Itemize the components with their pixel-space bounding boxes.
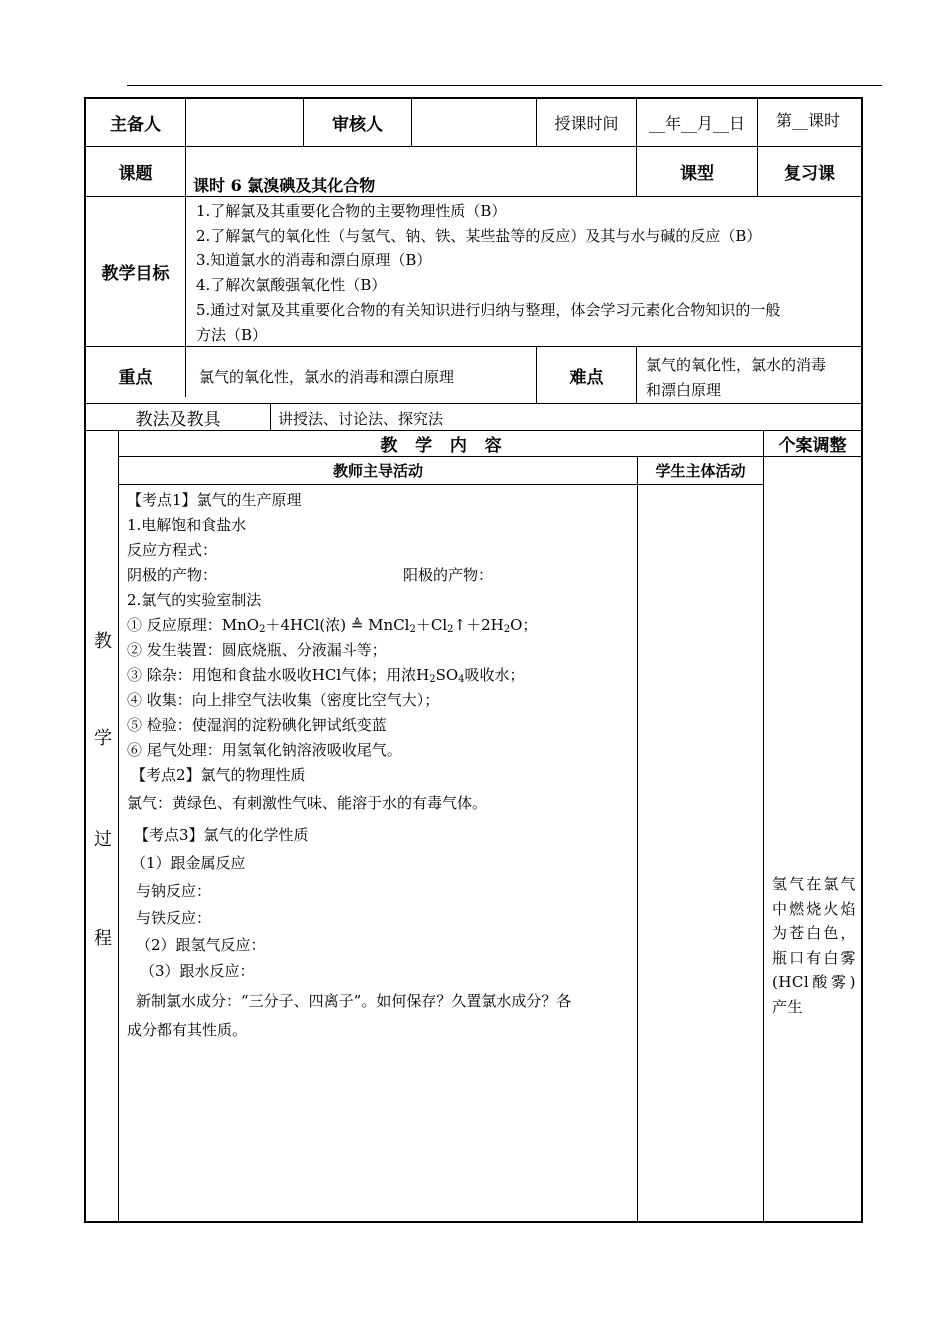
row-line [118,484,764,485]
content-line: 氯气：黄绿色、有刺激性气味、能溶于水的有毒气体。 [127,794,488,812]
content-line: ② 发生装置：圆底烧瓶、分液漏斗等； [127,641,387,659]
content-line: 阳极的产物： [403,566,494,584]
content-line: ⑥ 尾气处理：用氢氧化钠溶液吸收尾气。 [127,741,402,759]
lesson-date[interactable]: __年__月__日 [648,114,745,133]
content-line: 与钠反应： [136,882,212,900]
content-line: ⑤ 检验：使湿润的淀粉碘化钾试纸变蓝 [127,716,387,734]
content-line: 新制氯水成分：“三分子、四离子”。如何保存？久置氯水成分？各 [136,992,572,1010]
row-line [84,346,863,347]
side-char: 过 [94,829,112,850]
lesson-type-value: 复习课 [784,164,835,184]
objective-item: 方法（B） [196,326,268,344]
methods-value: 讲授法、讨论法、探究法 [278,410,444,428]
row-line [84,196,863,197]
content-line: 【考点2】氯气的物理性质 [131,766,306,784]
objective-item: 3.知道氯水的消毒和漂白原理（B） [196,251,432,269]
objective-item: 2.了解氯气的氧化性（与氢气、钠、铁、某些盐等的反应）及其与水与碱的反应（B） [196,227,762,245]
adjust-header: 个案调整 [778,436,847,456]
content-line: 【考点3】氯气的化学性质 [134,826,309,844]
content-line: 阴极的产物： [127,566,218,584]
content-line: 2.氯气的实验室制法 [127,591,262,609]
lesson-period[interactable]: 第__课时 [776,111,841,130]
content-line: （1）跟金属反应 [131,854,246,872]
objectives-label: 教学目标 [101,264,170,284]
objective-item: 1.了解氯及其重要化合物的主要物理性质（B） [196,202,507,220]
topic-label: 课题 [118,164,153,184]
difficulty-line: 氯气的氧化性，氯水的消毒 [646,356,827,374]
preparer-value[interactable] [186,99,303,146]
difficulty-line: 和漂白原理 [646,381,722,399]
col-line [270,403,271,430]
objective-item: 4.了解次氯酸强氧化性（B） [196,276,387,294]
content-line: （3）跟水反应： [140,962,255,980]
methods-label: 教法及教具 [135,409,221,430]
content-line: ③ 除杂：用饱和食盐水吸收HCl气体；用浓$H_2SO_4$吸收水； [127,666,525,685]
table-border-right [861,97,863,1223]
reviewer-label: 审核人 [332,115,383,135]
content-line: （2）跟氢气反应： [136,936,266,954]
teacher-header: 教师主导活动 [332,462,423,480]
table-border-bottom [84,1221,863,1223]
col-line [637,456,638,1222]
reaction-equation: ① 反应原理：MnO$_2$＋4HCl(浓) ≜ $MnCl_2+Cl_2↑+2H_2O$； [127,616,538,635]
student-header: 学生主体活动 [655,462,746,480]
difficulty-label: 难点 [569,367,604,388]
adjust-note: 氢气在氯气中燃烧火焰为苍白色，瓶口有白雾(HCl酸雾)产生 [772,875,856,1016]
content-line: 与铁反应： [136,909,212,927]
content-header: 教 学 内 容 [380,436,502,456]
side-char: 教 [94,631,112,652]
preparer-label: 主备人 [110,115,161,135]
content-line: 【考点1】氯气的生产原理 [127,491,302,509]
side-char: 学 [94,728,112,749]
side-char: 程 [94,928,112,949]
col-line [118,430,119,1222]
topic-value: 课时 6 氯溴碘及其化合物 [193,176,376,195]
objective-item: 5.通过对氯及其重要化合物的有关知识进行归纳与整理，体会学习元素化合物知识的一般 [196,301,781,319]
content-line: 1.电解饱和食盐水 [127,516,247,534]
reviewer-value[interactable] [412,99,536,146]
lesson-type-label: 课型 [680,164,714,184]
header-rule [127,85,882,86]
content-line: ④ 收集：向上排空气法收集（密度比空气大）； [127,691,440,709]
col-line [763,430,764,1222]
content-line: 反应方程式： [127,541,218,559]
lesson-time-label: 授课时间 [554,114,619,133]
key-points-value: 氯气的氧化性，氯水的消毒和漂白原理 [199,368,455,386]
key-points-label: 重点 [118,367,153,388]
col-line [636,346,637,403]
content-line: 成分都有其性质。 [127,1021,248,1039]
